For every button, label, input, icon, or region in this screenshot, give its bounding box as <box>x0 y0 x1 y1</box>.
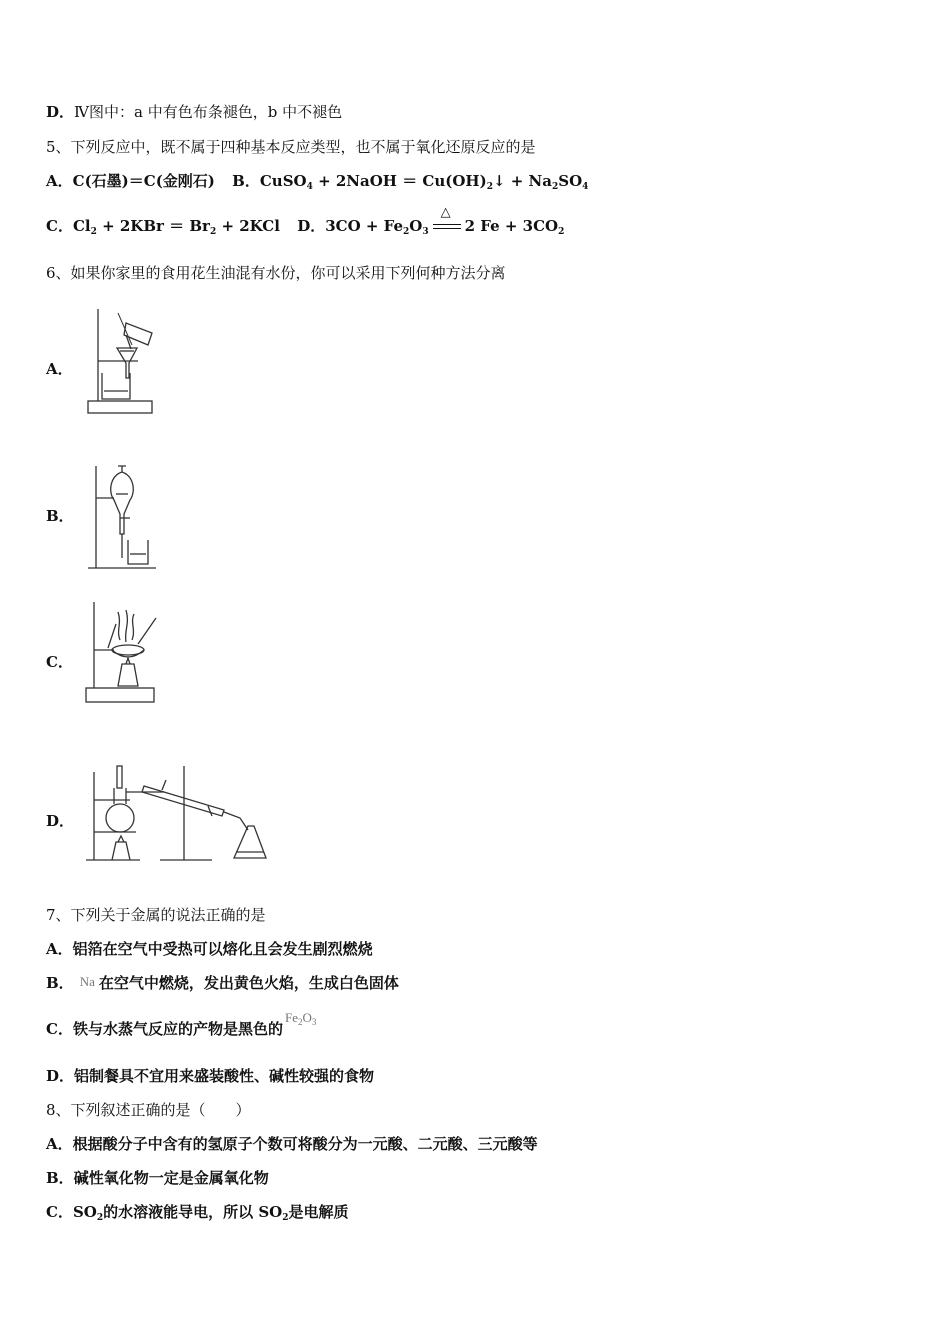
q7-option-a <box>46 939 373 959</box>
option-label: B． <box>46 1169 74 1187</box>
option-d-text: $3CO + Fe_2O_3$ △ 2 $Fe + 3CO_2$ <box>325 205 565 237</box>
iron-oxide-formula: $Fe_2O_3$ <box>284 1010 317 1027</box>
sodium-formula: Na <box>79 974 95 989</box>
option-text: 根据酸分子中含有的氢原子个数可将酸分为一元酸、二元酸、三元酸等 <box>72 1135 538 1153</box>
option-label: B． <box>46 974 74 992</box>
option-label: A． <box>46 172 73 190</box>
option-label: A． <box>46 940 73 958</box>
q8-stem: 8、下列叙述正确的是（ ） <box>46 1101 251 1119</box>
q6-label-c: C． <box>46 653 73 671</box>
option-b-text: CuSO$_4$ + 2NaOH ＝ $Cu(OH)_2↓ + Na_2SO_4$ <box>259 172 589 192</box>
q7-stem: 7、下列关于金属的说法正确的是 <box>46 906 266 924</box>
option-text: $SO_2$的水溶液能导电，所以 $SO_2$是电解质 <box>72 1203 349 1223</box>
heat-condition: △ <box>433 218 461 236</box>
distillation-apparatus-figure <box>84 760 270 868</box>
option-text: 铝制餐具不宜用来盛装酸性、碱性较强的食物 <box>74 1067 375 1085</box>
q8-option-a <box>46 1134 538 1154</box>
q6-label-a: A． <box>46 360 73 378</box>
option-label: C． <box>46 1020 73 1038</box>
option-text: 铝箔在空气中受热可以熔化且会发生剧烈燃烧 <box>72 940 373 958</box>
option-label: D． <box>297 217 326 235</box>
option-text: Ⅳ图中：a 中有色布条褪色，b 中不褪色 <box>74 103 343 121</box>
option-a-text: C(石墨)＝C(金刚石) <box>72 172 215 190</box>
q8-option-b <box>46 1168 269 1188</box>
q5-options-cd <box>46 205 565 242</box>
q7-option-c <box>46 1010 317 1044</box>
option-text: 碱性氧化物一定是金属氧化物 <box>73 1169 269 1187</box>
evaporation-apparatus-figure <box>82 600 162 706</box>
option-label: D． <box>46 1067 75 1085</box>
option-label: D． <box>46 103 75 121</box>
option-label: A． <box>46 1135 73 1153</box>
option-text: 在空气中燃烧，发出黄色火焰，生成白色固体 <box>98 974 399 992</box>
option-label: C． <box>46 1203 73 1221</box>
q4-option-d <box>46 102 342 122</box>
q7-option-d <box>46 1066 374 1086</box>
q6-label-d: D． <box>46 812 75 830</box>
q6-stem: 6、如果你家里的食用花生油混有水份，你可以采用下列何种方法分离 <box>46 264 506 282</box>
q6-label-b: B． <box>46 507 74 525</box>
option-c-text: $Cl_2 + 2KBr = Br_2 + 2KCl$ <box>72 217 280 237</box>
q5-stem: 5、下列反应中，既不属于四种基本反应类型，也不属于氧化还原反应的是 <box>46 138 536 156</box>
q8-option-c <box>46 1202 349 1228</box>
option-label: C． <box>46 217 73 235</box>
option-text: 铁与水蒸气反应的产物是黑色的 <box>72 1020 283 1038</box>
q7-option-b <box>46 973 399 994</box>
separatory-funnel-figure <box>84 462 162 572</box>
filtration-apparatus-figure <box>82 303 162 418</box>
option-label: B． <box>232 172 260 190</box>
q5-options-ab <box>46 171 588 197</box>
